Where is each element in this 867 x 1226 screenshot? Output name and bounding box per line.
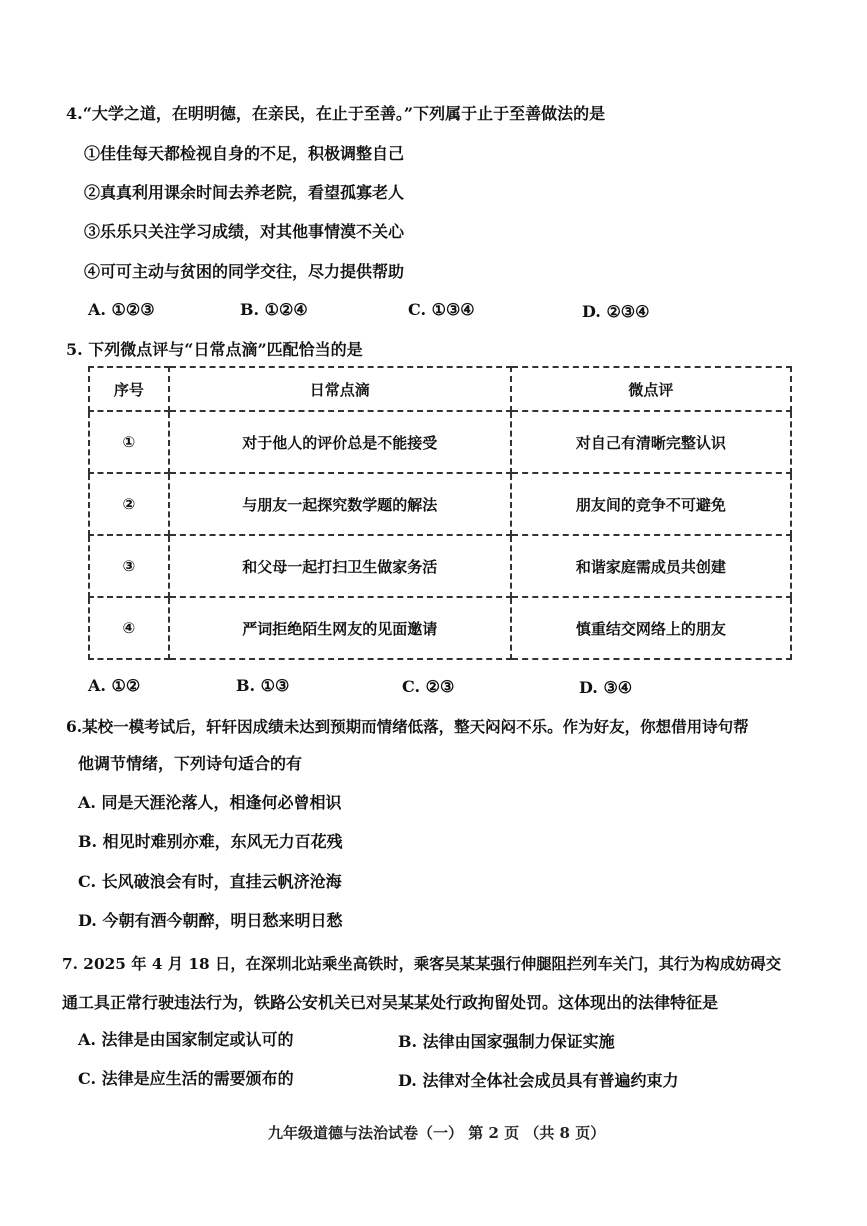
q4-option-c: C. ①③④ bbox=[408, 300, 475, 319]
header-index: 序号 bbox=[89, 367, 169, 411]
page-footer: 九年级道德与法治试卷（一） 第 2 页 （共 8 页） bbox=[268, 1124, 606, 1142]
row-index: ④ bbox=[89, 597, 169, 659]
q7-option-d: D. 法律对全体社会成员具有普遍约束力 bbox=[398, 1071, 679, 1090]
row-index: ③ bbox=[89, 535, 169, 597]
q6-option-c: C. 长风破浪会有时，直挂云帆济沧海 bbox=[78, 872, 342, 891]
q4-option-d: D. ②③④ bbox=[582, 302, 650, 321]
q7-stem-line-2: 通工具正常行驶违法行为，铁路公安机关已对吴某某处行政拘留处罚。这体现出的法律特征是 bbox=[62, 993, 719, 1012]
table-row bbox=[89, 411, 791, 473]
q5-stem: 5. 下列微点评与“日常点滴”匹配恰当的是 bbox=[66, 340, 363, 359]
q7-option-c: C. 法律是应生活的需要颁布的 bbox=[78, 1069, 294, 1088]
q7-option-a: A. 法律是由国家制定或认可的 bbox=[78, 1030, 294, 1049]
q6-stem-line-1: 6.某校一模考试后，轩轩因成绩未达到预期而情绪低落，整天闷闷不乐。作为好友，你想借用诗句帮 bbox=[66, 717, 749, 736]
row-daily: 和父母一起打扫卫生做家务活 bbox=[169, 535, 511, 597]
table-row bbox=[89, 535, 791, 597]
header-comment: 微点评 bbox=[511, 367, 791, 411]
q5-table bbox=[88, 366, 792, 660]
row-comment: 朋友间的竞争不可避免 bbox=[511, 473, 791, 535]
row-comment: 对自己有清晰完整认识 bbox=[511, 411, 791, 473]
q5-option-a: A. ①② bbox=[88, 676, 141, 695]
row-daily: 对于他人的评价总是不能接受 bbox=[169, 411, 511, 473]
q4-option-a: A. ①②③ bbox=[88, 300, 155, 319]
q5-option-d: D. ③④ bbox=[579, 678, 633, 697]
q6-option-d: D. 今朝有酒今朝醉，明日愁来明日愁 bbox=[78, 911, 343, 930]
table-row bbox=[89, 597, 791, 659]
row-daily: 与朋友一起探究数学题的解法 bbox=[169, 473, 511, 535]
q4-option-b: B. ①②④ bbox=[240, 300, 308, 319]
q4-item-4: ④可可主动与贫困的同学交往，尽力提供帮助 bbox=[84, 262, 405, 281]
table-header-row bbox=[89, 367, 791, 411]
row-comment: 慎重结交网络上的朋友 bbox=[511, 597, 791, 659]
row-daily: 严词拒绝陌生网友的见面邀请 bbox=[169, 597, 511, 659]
q5-option-b: B. ①③ bbox=[236, 676, 290, 695]
q6-option-a: A. 同是天涯沦落人，相逢何必曾相识 bbox=[78, 793, 342, 812]
q7-stem-line-1: 7. 2025 年 4 月 18 日，在深圳北站乘坐高铁时，乘客吴某某强行伸腿阻拦列车关门，其行为构成妨碍交 bbox=[62, 955, 782, 973]
row-index: ② bbox=[89, 473, 169, 535]
q5-option-c: C. ②③ bbox=[402, 677, 455, 696]
q4-stem: 4.“大学之道，在明明德，在亲民，在止于至善。”下列属于止于至善做法的是 bbox=[66, 104, 606, 123]
row-index: ① bbox=[89, 411, 169, 473]
q4-item-2: ②真真利用课余时间去养老院，看望孤寡老人 bbox=[84, 183, 405, 202]
q6-stem-line-2: 他调节情绪，下列诗句适合的有 bbox=[78, 754, 303, 773]
header-daily: 日常点滴 bbox=[169, 367, 511, 411]
table-row bbox=[89, 473, 791, 535]
q4-item-3: ③乐乐只关注学习成绩，对其他事情漠不关心 bbox=[84, 222, 405, 241]
row-comment: 和谐家庭需成员共创建 bbox=[511, 535, 791, 597]
q6-option-b: B. 相见时难别亦难，东风无力百花残 bbox=[78, 832, 343, 851]
q7-option-b: B. 法律由国家强制力保证实施 bbox=[398, 1032, 615, 1051]
q4-item-1: ①佳佳每天都检视自身的不足，积极调整自己 bbox=[84, 144, 405, 163]
